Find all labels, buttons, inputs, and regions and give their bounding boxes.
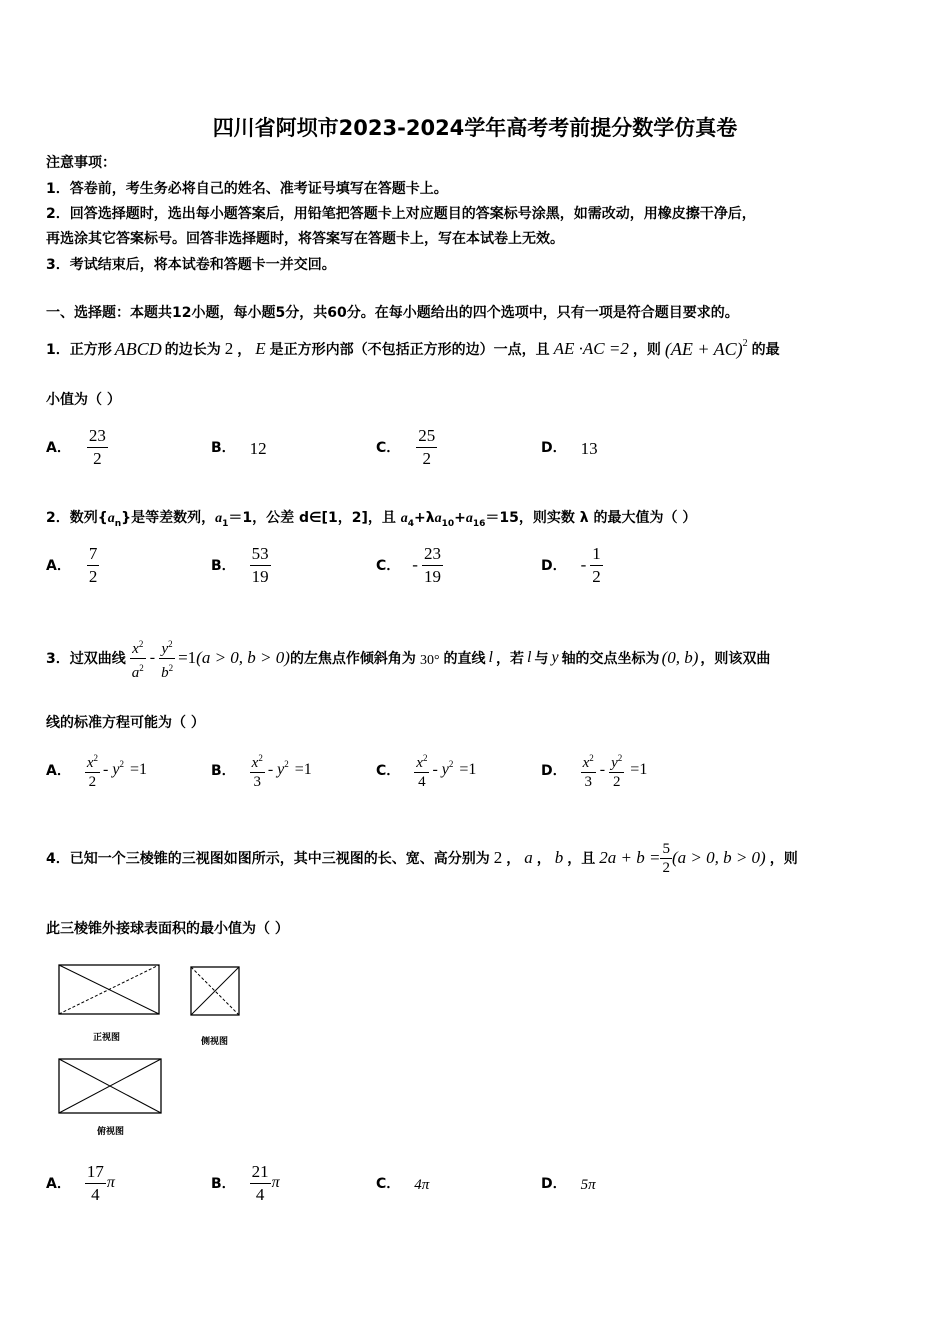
q4-option-b[interactable] xyxy=(211,1158,280,1208)
q1-abcd: ABCD xyxy=(114,338,162,359)
q4-line-2: 此三棱锥外接球表面积的最小值为（ ） xyxy=(46,921,289,937)
q3-line-l-2: l xyxy=(527,649,532,666)
q4-lhs: 2a + b = xyxy=(599,848,661,867)
front-view-figure xyxy=(58,963,162,1023)
page-title: 四川省阿坝市2023-2024学年高考考前提分数学仿真卷 xyxy=(212,116,738,140)
top-view-label: 俯视图 xyxy=(97,1127,125,1137)
top-view-drawing xyxy=(57,1057,165,1117)
q2-a10-sub: 10 xyxy=(441,518,455,529)
q2-a1-sub: 1 xyxy=(222,518,229,529)
notice-item-1: 1．答卷前，考生务必将自己的姓名、准考证号填写在答题卡上。 xyxy=(46,181,448,197)
hyperbola-x-fraction: $\frac{x^2}{a^2}$ xyxy=(130,635,146,682)
q3-condition: (a > 0, b > 0) xyxy=(196,648,290,667)
option-eq: =1 xyxy=(129,761,147,778)
q4-width: a xyxy=(524,848,533,867)
q3-y: y xyxy=(551,649,559,666)
q4-option-a[interactable] xyxy=(46,1158,115,1208)
q4-condition: (a > 0, b > 0) xyxy=(671,848,766,867)
question-3 xyxy=(46,630,770,686)
q4-comma-2: ， xyxy=(536,851,551,867)
q4-fraction: $\frac{5}{2}$ xyxy=(662,840,670,876)
option-label: A． xyxy=(46,763,71,779)
minus-sign: - xyxy=(580,555,587,574)
pi-symbol: π xyxy=(106,1174,115,1191)
q2-a1: a xyxy=(215,511,223,526)
q1-text-3: 是正方形内部（不包括正方形的边）一点，且 xyxy=(269,342,550,358)
option-label: B． xyxy=(211,763,236,779)
notice-item-2: 2．回答选择题时，选出每小题答案后，用铅笔把答题卡上对应题目的答案标号涂黑，如需改动，用橡皮擦干净后， xyxy=(46,206,756,222)
option-label: D． xyxy=(541,763,567,779)
fraction: $\frac{x^2}{3}$ xyxy=(250,749,265,791)
question-2 xyxy=(46,507,696,529)
q2-a4-sub: 4 xyxy=(407,518,414,529)
q1-two: 2 xyxy=(224,339,234,358)
option-eq: =1 xyxy=(294,761,312,778)
q1-expression: (AE + AC) xyxy=(664,338,743,359)
side-view-drawing xyxy=(189,965,243,1019)
q2-text-1: 2．数列{ xyxy=(46,510,108,526)
q4-option-d[interactable] xyxy=(541,1158,596,1208)
fraction: $\frac{7}{2}$ xyxy=(88,543,98,586)
fraction: $\frac{x^2}{4}$ xyxy=(414,749,429,791)
q2-option-b[interactable] xyxy=(211,540,271,590)
q1-text-4: ，则 xyxy=(632,342,661,358)
q2-option-d[interactable] xyxy=(541,540,603,590)
q4-text-3: ，则 xyxy=(769,851,798,867)
fraction-2: $\frac{y^2}{2}$ xyxy=(609,749,624,791)
option-label: A． xyxy=(46,440,71,456)
q3-text-2: 的左焦点作倾斜角为 xyxy=(289,651,416,667)
option-label: C． xyxy=(376,440,401,456)
q3-eq: =1 xyxy=(178,648,197,667)
fraction: $\frac{23}{2}$ xyxy=(88,425,106,468)
option-eq: =1 xyxy=(630,761,648,778)
q2-text-3: ＝1，公差 d∈[1，2]，且 xyxy=(228,510,401,526)
front-view-drawing xyxy=(58,963,162,1019)
q2-a10: a xyxy=(434,511,442,526)
exponent: 2 xyxy=(284,759,289,769)
option-label: C． xyxy=(376,763,401,779)
minus-sign: - xyxy=(599,761,606,778)
q3-option-a[interactable] xyxy=(46,745,147,795)
q1-condition: AE ·AC =2 xyxy=(553,339,629,358)
side-view-label: 侧视图 xyxy=(201,1037,229,1047)
q1-e: E xyxy=(255,339,266,358)
q2-option-c[interactable] xyxy=(376,540,443,590)
option-label: C． xyxy=(376,1176,401,1192)
option-term: - y xyxy=(432,761,449,778)
q1-text-2: 的边长为 xyxy=(164,342,221,358)
q4-comma-1: ， xyxy=(506,851,521,867)
front-view-label: 正视图 xyxy=(93,1033,121,1043)
option-value: 4π xyxy=(414,1176,430,1193)
q3-line-l: l xyxy=(488,649,493,666)
q3-text-3: 的直线 xyxy=(443,651,486,667)
q1-option-a[interactable] xyxy=(46,422,108,472)
option-term: - y xyxy=(103,761,120,778)
option-label: D． xyxy=(541,440,567,456)
q3-line-2: 线的标准方程可能为（ ） xyxy=(46,715,205,731)
notice-heading: 注意事项： xyxy=(46,155,116,171)
option-value: 13 xyxy=(580,439,598,458)
option-label: C． xyxy=(376,558,401,574)
q2-a: a xyxy=(107,511,115,526)
q4-text-2: ，且 xyxy=(567,851,596,867)
question-4 xyxy=(46,832,798,884)
q3-angle: 30° xyxy=(419,653,440,668)
q3-option-d[interactable] xyxy=(541,745,647,795)
q2-text-2: }是等差数列， xyxy=(121,510,216,526)
q3-text-4: ，若 xyxy=(496,651,524,667)
option-label: B． xyxy=(211,1176,236,1192)
q3-text-5: 与 xyxy=(534,651,549,667)
q4-height: b xyxy=(554,848,564,867)
top-view-figure xyxy=(57,1057,165,1121)
q3-option-b[interactable] xyxy=(211,745,312,795)
q1-option-c[interactable] xyxy=(376,422,437,472)
q2-n: n xyxy=(114,518,122,529)
q3-text-7: ，则该双曲 xyxy=(700,651,771,667)
fraction: $\frac{1}{2}$ xyxy=(592,543,601,586)
q3-text-1: 3．过双曲线 xyxy=(46,651,126,667)
q3-point: (0, b) xyxy=(661,648,699,667)
option-label: A． xyxy=(46,558,71,574)
q2-lambda: +λ xyxy=(413,510,435,526)
option-value: 12 xyxy=(249,439,267,458)
q1-text-5: 的最 xyxy=(751,342,780,358)
q1-text-1: 1．正方形 xyxy=(46,342,112,358)
q4-length: 2 xyxy=(493,848,503,867)
notice-item-2-cont: 再选涂其它答案标号。回答非选择题时，将答案写在答题卡上，写在本试卷上无效。 xyxy=(46,231,564,247)
q3-text-6: 轴的交点坐标为 xyxy=(561,651,660,667)
q4-text-1: 4．已知一个三棱锥的三视图如图所示，其中三视图的长、宽、高分别为 xyxy=(46,851,490,867)
pi-symbol: π xyxy=(271,1174,280,1191)
fraction: $\frac{53}{19}$ xyxy=(251,543,269,586)
q4-option-c[interactable] xyxy=(376,1158,429,1208)
hyperbola-y-fraction: $\frac{y^2}{b^2}$ xyxy=(159,635,175,682)
fraction: $\frac{25}{2}$ xyxy=(418,425,436,468)
exponent: 2 xyxy=(119,759,124,769)
q1-line-2: 小值为（ ） xyxy=(46,392,121,408)
exponent: 2 xyxy=(448,759,454,769)
fraction: $\frac{23}{19}$ xyxy=(423,543,441,586)
q1-option-d[interactable] xyxy=(541,422,598,472)
q2-option-a[interactable] xyxy=(46,540,99,590)
q1-square: 2 xyxy=(742,337,748,349)
fraction: $\frac{17}{4}$ xyxy=(86,1161,104,1204)
fraction: $\frac{x^2}{3}$ xyxy=(581,749,596,791)
option-label: D． xyxy=(541,558,567,574)
option-value: 5π xyxy=(580,1176,596,1193)
option-term: - y xyxy=(267,761,285,778)
q2-a16: a xyxy=(465,511,473,526)
minus-sign: - xyxy=(412,555,418,574)
option-label: D． xyxy=(541,1176,567,1192)
option-label: B． xyxy=(211,558,236,574)
q2-text-4: ＝15，则实数 λ 的最大值为（ ） xyxy=(485,510,697,526)
q3-option-c[interactable] xyxy=(376,745,476,795)
question-1 xyxy=(46,331,780,367)
fraction: $\frac{x^2}{2}$ xyxy=(85,749,100,791)
option-label: B． xyxy=(211,440,236,456)
option-label: A． xyxy=(46,1176,71,1192)
notice-item-3: 3．考试结束后，将本试卷和答题卡一并交回。 xyxy=(46,257,336,273)
minus-sign: - xyxy=(149,649,156,666)
q1-option-b[interactable] xyxy=(211,422,267,472)
fraction: $\frac{21}{4}$ xyxy=(251,1161,269,1204)
q2-a16-sub: 16 xyxy=(472,518,486,529)
q2-plus: + xyxy=(454,510,466,526)
q2-a4: a xyxy=(400,511,408,526)
section-heading: 一、选择题：本题共12小题，每小题5分，共60分。在每小题给出的四个选项中，只有一项是符合题目要求的。 xyxy=(46,305,739,321)
side-view-figure xyxy=(189,965,243,1023)
q1-comma: ， xyxy=(237,342,252,358)
option-eq: =1 xyxy=(459,761,477,778)
